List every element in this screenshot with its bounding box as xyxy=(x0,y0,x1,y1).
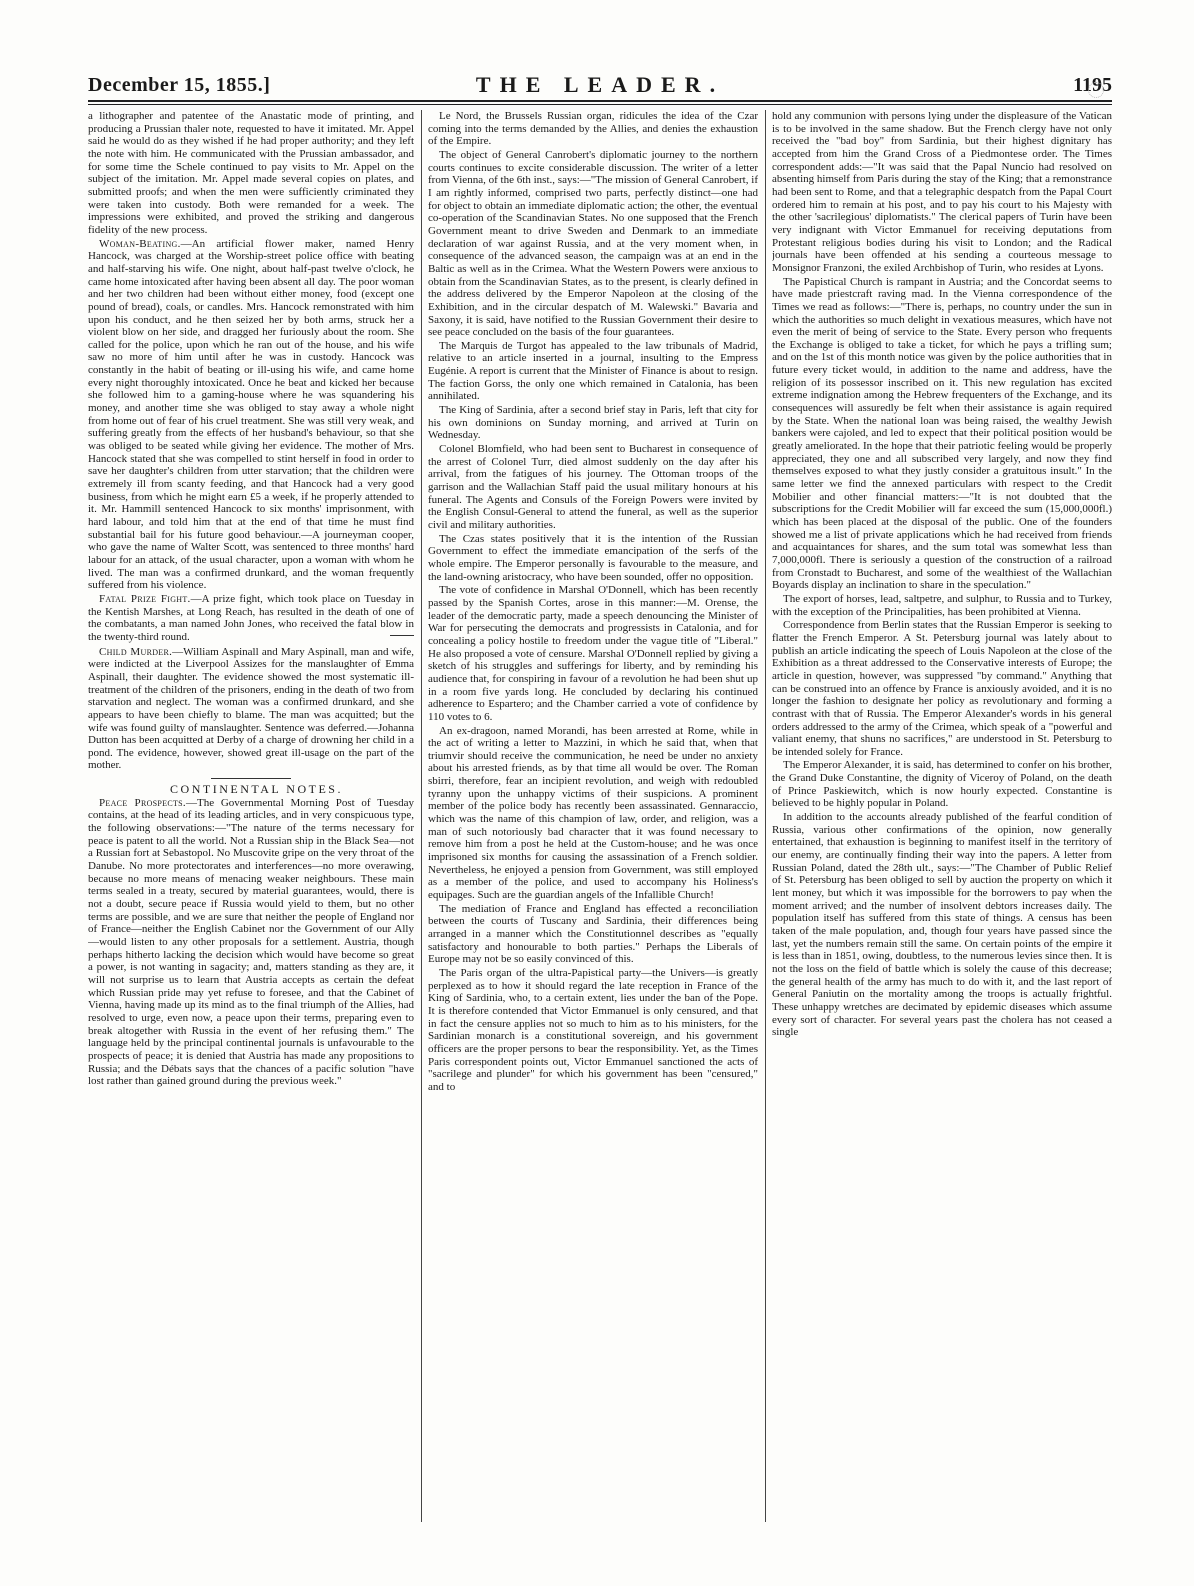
corner-mark-icon xyxy=(1088,82,1104,98)
article-paragraph: The King of Sardinia, after a second brief stay in Paris, left that city for his own dominions on Sunday morning, and arrived at Turin on Wednesday. xyxy=(428,404,758,442)
article-paragraph xyxy=(88,593,414,644)
paper-title: THE LEADER. xyxy=(475,72,725,97)
section-heading: CONTINENTAL NOTES. xyxy=(170,782,343,797)
paragraph-body: —The Governmental Morning Post of Tuesday contains, at the head of its leading articles, and in very conspicuous type, the following observations:—"The nature of the terms necessary for peace is patent to all the world. Not a Russian ship in the Black Sea—not a Russian fort at Sebastopol. No Muscovite gripe on the very throat of the Danube. No more protectorates and interferences—no more overawing, because no more means of menacing weaker neighbours. These main terms sealed in a treaty, secured by material guarantees, would, there is not a doubt, secure peace if Russia would yield to them, but no other terms are possible, and we are sure that neither the people of England nor of France—neither the English Cabinet nor the Government of our Ally—would listen to any other proposals for a settlement. Austria, though perhaps hitherto lacking the decision which would have become so great a power, is not wanting in sagacity; and, matters standing as they are, it will not surprise us to learn that Austria accepts as certain the defeat which Russian pride may yet refuse to foresee, and that the Cabinet of Vienna, having made up its mind as to the final triumph of the Allies, had resolved to urge, even now, a peace upon their terms, preparing even to break altogether with Russia in the event of her refusing them." The language held by the principal continental journals is unfavourable to the prospects of peace; it is denied that Austria has made any propositions to Russia; and the Débats says that the chances of a pacific solution "have lost rather than gained ground during the previous week." xyxy=(88,796,414,1088)
article-paragraph: The Emperor Alexander, it is said, has determined to confer on his brother, the Grand Duke Constantine, the dignity of Viceroy of Poland, on the death of Prince Paskiewitch, which is now hourly expected. Constantine is believed to be highly popular in Poland. xyxy=(772,759,1112,810)
paragraph-lead: Fatal Prize Fight. xyxy=(99,592,191,605)
article-paragraph: The object of General Canrobert's diplomatic journey to the northern courts continues to excite considerable discussion. The writer of a letter from Vienna, of the 6th inst., says:—"The mission of General Canrobert, if I am rightly informed, comprised two parts, perfectly distinct—one had for object to obtain an immediate diplomatic action; the other, the eventual co-operation of the Scandinavian States. No one supposed that the French Government meant to drive Sweden and Denmark to an immediate declaration of war against Russia, and at the very moment when, in consequence of the advanced season, the campaign was at an end in the Baltic as well as in the Crimea. What the Western Powers were anxious to obtain from the Scandinavian States, as to the present, is clearly defined in the address delivered by the Emperor Napoleon at the closing of the Exhibition, and in the circular despatch of M. Walewski." Bavaria and Saxony, it is said, have notified to the Russian Government their desire to see peace concluded on the basis of the four guarantees. xyxy=(428,148,758,339)
article-paragraph xyxy=(88,797,414,1088)
issue-date: December 15, 1855.] xyxy=(88,74,271,96)
article-paragraph: The Papistical Church is rampant in Austria; and the Concordat seems to have made priestcraft raving mad. In the Vienna correspondence of the Times we read as follows:—"There is, perhaps, no country under the sun in which the authorities so much delight in vexatious measures, which have not even the merit of being of service to the State. Every person who frequents the Exchange is obliged to take a ticket, for which he pays a trifling sum; and on the 1st of this month notice was given by the police authorities that in future every ticket would, in addition to the name and address, have the religion of its possessor inscribed on it. This new regulation has excited extreme indignation among the Hebrew frequenters of the Exchange, and its consequences will assuredly be felt when their assistance is again required by the State. When the national loan was being raised, the wealthy Jewish bankers were cajoled, and led to expect that their political position would be greatly ameliorated. In the hope that their patriotic feeling would be properly appreciated, they one and all subscribed very largely, and now they find themselves exposed to what they justly consider a gratuitous insult." In the same letter we find the annexed particulars with respect to the Credit Mobilier and other financial matters:—"It is not doubted that the subscriptions for the Credit Mobilier will far exceed the sum (15,000,000fl.) which has been placed at the disposal of the public. One of the founders showed me a list of private applications which he had received from friends and acquaintances for shares, and the sum total was somewhat less than 7,000,000fl. There is seriously a question of the construction of a railroad from Cronstadt to Bucharest, and some of the wealthiest of the Wallachian Boyards display an inclination to share in the speculation." xyxy=(772,275,1112,592)
article-paragraph: a lithographer and patentee of the Anastatic mode of printing, and producing a Prussian thaler note, requested to have it imitated. Mr. Appel said he would do as they wished if he had proper authority; and they left the note with him. He communicated with the Prussian ambassador, and for some time the Schele continued to pay visits to Mr. Appel on the subject of the imitation. Mr. Appel made several copies on plates, and submitted proofs; and when the men were sufficiently criminated they were taken into custody. Both were remanded for a week. The impressions were exhibited, and proved the striking and dangerous fidelity of the new process. xyxy=(88,110,414,236)
column-middle xyxy=(428,110,758,1524)
article-paragraph: Correspondence from Berlin states that the Russian Emperor is seeking to flatter the French Emperor. A St. Petersburg journal was lately about to publish an article indicating the speech of Louis Napoleon at the close of the Exhibition as a threat addressed to the Conservative interests of Europe; the article in question, however, was suppressed "by command." Anything that can be construed into an offence by France is anxiously avoided, and it is no longer the fashion to designate her policy as revolutionary and forming a contrast with that of Russia. The Emperor Alexander's words in his general orders addressed to the army of the Crimea, which speak of a "powerful and valiant enemy, that shuns no sacrifices," are understood in St. Petersburg to be intended solely for France. xyxy=(772,619,1112,758)
column-divider xyxy=(765,110,766,1522)
article-paragraph: Le Nord, the Brussels Russian organ, ridicules the idea of the Czar coming into the terms demanded by the Allies, and denies the exhaustion of the Empire. xyxy=(428,110,758,148)
masthead-rule xyxy=(88,100,1112,102)
paragraph-body: —William Aspinall and Mary Aspinall, man and wife, were indicted at the Liverpool Assizes for the manslaughter of Emma Aspinall, their daughter. The evidence showed the most systematic ill-treatment of the children of the prisoners, ending in the death of two from starvation and neglect. The woman was a confirmed drunkard, and she appears to have been chiefly to blame. The man was acquitted; but the wife was found guilty of manslaughter. Sentence was deferred.—Johanna Dutton has been acquitted at Derby of a charge of drowning her child in a pond. The evidence, however, showed great ill-usage on the part of the mother. xyxy=(88,645,414,772)
article-paragraph: An ex-dragoon, named Morandi, has been arrested at Rome, while in the act of writing a letter to Mazzini, in which he said that, when that triumvir should receive the communication, he need be under no anxiety about his arrested friends, as by that time all would be over. The Roman sbirri, therefore, fear an incipient revolution, and weigh with redoubled tyranny upon the unhappy victims of their suspicions. A prominent member of the police body has recently been assassinated. Gennaraccio, which was the name of this champion of law, order, and religion, was a man of such notoriously bad character that it was found necessary to remove him from a post he held at the Custom-house; and he was once imprisoned six months for causing the assassination of a French soldier. Nevertheless, he enjoyed a pension from Government, was still employed as a member of the police, and used to accompany his Holiness's equipages. Such are the guardian angels of the Infallible Church! xyxy=(428,724,758,902)
article-paragraph: Colonel Blomfield, who had been sent to Bucharest in consequence of the arrest of Colonel Turr, died almost suddenly on the day after his arrival, from the fatigues of his journey. The Ottoman troops of the garrison and the Wallachian Staff paid the usual military honours at his funeral. The Agents and Consuls of the Foreign Powers were invited by the English Consul-General to attend the funeral, as well as the superior civil and military authorities. xyxy=(428,443,758,531)
article-paragraph xyxy=(88,238,414,592)
article-paragraph: The vote of confidence in Marshal O'Donnell, which has been recently passed by the Spanish Cortes, arose in this manner:—M. Orense, the leader of the democratic party, made a speech denouncing the Minister of War for persecuting the democrats and progressists in Catalonia, and for concealing a policy hostile to freedom under the vague title of "Liberal." He also proposed a vote of censure. Marshal O'Donnell replied by giving a sketch of his struggles and sufferings for liberty, and by reminding his audience that, for conspiring in favour of a revolution he had been shut up in a room five yards long. He concluded by declaring his continued adherence to Espartero; and the Chamber carried a vote of confidence by 110 votes to 6. xyxy=(428,584,758,723)
short-rule xyxy=(390,635,414,636)
article-paragraph: The Marquis de Turgot has appealed to the law tribunals of Madrid, relative to an article inserted in a journal, insulting to the Empress Eugénie. A report is current that the Minister of Finance is about to resign. The faction Gorss, the only one which remained in Catalonia, has been annihilated. xyxy=(428,339,758,403)
paragraph-lead: Woman-Beating. xyxy=(99,237,181,250)
column-divider xyxy=(421,110,422,1522)
column-left xyxy=(88,110,414,1524)
paragraph-lead: Peace Prospects. xyxy=(99,796,186,809)
article-paragraph: The Czas states positively that it is the intention of the Russian Government to effect the immediate emancipation of the serfs of the whole empire. The Emperor personally is favourable to the measure, and the land-owning aristocracy, who have been sounded, offer no opposition. xyxy=(428,532,758,583)
paragraph-body: —A prize fight, which took place on Tuesday in the Kentish Marshes, at Long Reach, has resulted in the death of one of the combatants, a man named John Jones, who received the fatal blow in the twenty-third round. xyxy=(88,592,414,643)
article-paragraph: The mediation of France and England has effected a reconciliation between the courts of Tuscany and Sardinia, their differences being arranged in a manner which the Constitutionnel describes as "equally satisfactory and honourable to both parties." Perhaps the Liberals of Europe may not be so easily convinced of this. xyxy=(428,902,758,966)
article-paragraph: The export of horses, lead, saltpetre, and sulphur, to Russia and to Turkey, with the exception of the Principalities, has been prohibited at Vienna. xyxy=(772,592,1112,618)
section-divider xyxy=(211,778,291,779)
article-paragraph: In addition to the accounts already published of the fearful condition of Russia, various other confirmations of the opinion, now generally entertained, that exhaustion is beginning to manifest itself in the territory of our enemy, are continually finding their way into the papers. A letter from Russian Poland, dated the 28th ult., says:—"The Chamber of Public Relief of St. Petersburg has been obliged to sell by auction the property on which it lent money, but which it was impossible for the borrowers to pay when the moment arrived; and the number of insolvent debtors increases daily. The population itself has suffered from this state of things. A census has been taken of the male population, and, though four years have passed since the last, yet the numbers remain still the same. On certain points of the empire it is less than in 1851, owing, doubtless, to the numerous levies since then. It is not the loss on the field of battle which is solely the cause of this decrease; the general health of the army has much to do with it, and the last report of General Paniutin on the mortality among the troops is actually frightful. These unhappy wretches are decimated by epidemic diseases which assume every sort of character. For several years past the cholera has not ceased a single xyxy=(772,811,1112,1039)
paragraph-lead: Child Murder. xyxy=(99,645,173,658)
column-right xyxy=(772,110,1112,1524)
masthead xyxy=(88,70,1112,100)
article-paragraph: The Paris organ of the ultra-Papistical party—the Univers—is greatly perplexed as to how it should regard the late reception in France of the King of Sardinia, who, to a certain extent, lies under the ban of the Pope. It is therefore contended that Victor Emmanuel is only censured, and that in fact the censure applies not so much to him as to his ministers, for the Sardinian monarch is a constitutional sovereign, and his government officers are the proper persons to bear the responsibility. Yet, as the Times Paris correspondent points out, Victor Emmanuel sanctioned the acts of "sacrilege and plunder" for which his government has been "censured," and to xyxy=(428,966,758,1093)
article-paragraph xyxy=(88,646,414,773)
page-number: 1195 xyxy=(1073,74,1112,96)
masthead-rule-thin xyxy=(88,104,1112,105)
article-paragraph: hold any communion with persons lying under the displeasure of the Vatican is to be involved in the same shadow. But the French clergy have not only received the "bad boy" from Sardinia, but their highest dignitary has accepted from him the Grand Cross of a Piedmontese order. The Times correspondent adds:—"It was said that the Papal Nuncio had resolved on absenting himself from Paris during the stay of the King; that a remonstrance had been sent to Rome, and that a telegraphic despatch from the Papal Court ordered him to remain at his post, and to pay his court to his Majesty with the other 'sacrilegious' diplomatists." The clerical papers of Turin have been very indignant with Victor Emmanuel for receiving deputations from Protestant religious bodies during his visit to London; and the Radical journals have been offended at his sending a courteous message to Monsignor Franzoni, the exiled Archbishop of Turin, who resides at Lyons. xyxy=(772,110,1112,274)
paragraph-body: —An artificial flower maker, named Henry Hancock, was charged at the Worship-street police office with beating and half-starving his wife. One night, about half-past twelve o'clock, he came home intoxicated after having been absent all day. The poor woman and her two children had been without either money, food (except one pound of bread), coals, or candles. Mrs. Hancock remonstrated with him upon his conduct, and he then seized her by both arms, struck her a violent blow on her side, and dragged her furiously about the room. She called for the police, upon which he ran out of the house, and his wife saw no more of him until after he was in custody. Hancock was constantly in the habit of beating or ill-using his wife, and came home every night thoroughly intoxicated. Once he beat and kicked her because she followed him to a gaming-house where he was squandering his money, and another time she was obliged to stay away a whole night from home out of fear of his cruel treatment. She was still very weak, and suffering greatly from the effects of her husband's behaviour, so that she was obliged to be seated while giving her evidence. The mother of Mrs. Hancock stated that she was compelled to stint herself in food in order to save her daughter's children from utter starvation; that the children were extremely ill from scanty feeding, and that Hancock had a very good business, from which he might earn £5 a week, if he properly attended to it. Mr. Hammill sentenced Hancock to six months' imprisonment, with hard labour, and told him that at the end of that time he must find substantial bail for his future good behaviour.—A journeyman cooper, who gave the name of Walter Scott, was sentenced to three months' hard labour for an attack, of the usual character, upon a woman with whom he lived. The man was a confirmed drunkard, and the woman frequently suffered from his violence. xyxy=(88,237,414,592)
